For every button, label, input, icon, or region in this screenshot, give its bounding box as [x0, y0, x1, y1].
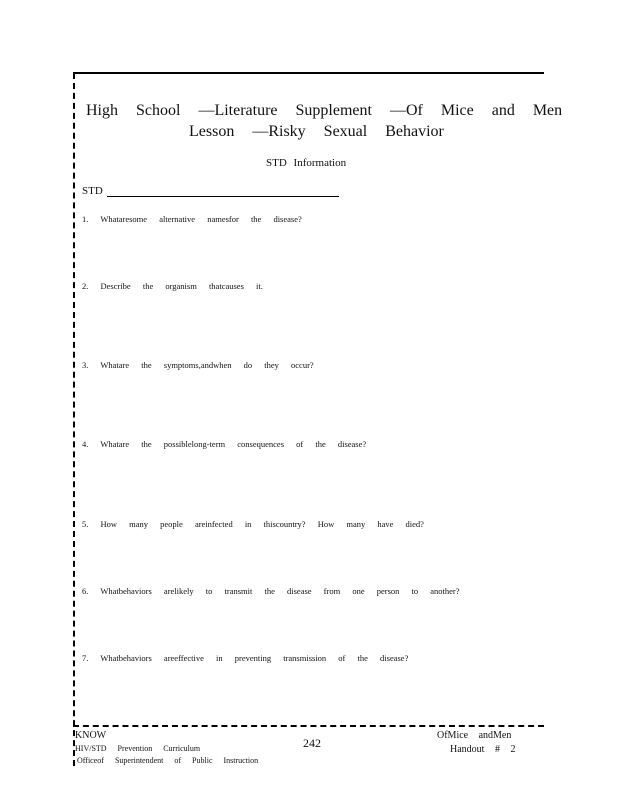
footer-know: KNOW	[75, 730, 107, 741]
question-5: 5. How many people areinfected in thiscountry? How many have died?	[82, 519, 424, 529]
page-number: 242	[303, 736, 321, 750]
footer-office: Officeof Superintendent of Public Instruction	[77, 756, 259, 765]
question-1: 1. Whataresome alternative namesfor the disease?	[82, 214, 302, 224]
std-answer-line[interactable]	[107, 185, 339, 197]
question-2: 2. Describe the organism thatcauses it.	[82, 281, 263, 291]
frame-bottom-border	[73, 725, 544, 727]
question-3: 3. Whatare the symptoms,andwhen do they occur?	[82, 360, 314, 370]
footer-book-title: OfMice andMen	[437, 730, 512, 741]
page-title-line1: High School —Literature Supplement —Of Mice and Men	[86, 102, 563, 119]
footer-handout: Handout # 2	[450, 744, 516, 755]
footer-curriculum: HIV/STD Prevention Curriculum	[75, 744, 201, 753]
section-subtitle: STD Information	[266, 157, 347, 169]
frame-top-border	[73, 72, 544, 74]
page-title-line2: Lesson —Risky Sexual Behavior	[189, 123, 444, 140]
question-6: 6. Whatbehaviors arelikely to transmit the disease from one person to another?	[82, 586, 460, 596]
frame-left-border	[73, 73, 75, 766]
std-label: STD	[82, 185, 103, 197]
question-7: 7. Whatbehaviors areeffective in preventing transmission of the disease?	[82, 653, 409, 663]
std-field	[82, 185, 339, 197]
question-4: 4. Whatare the possiblelong-term consequences of the disease?	[82, 439, 367, 449]
